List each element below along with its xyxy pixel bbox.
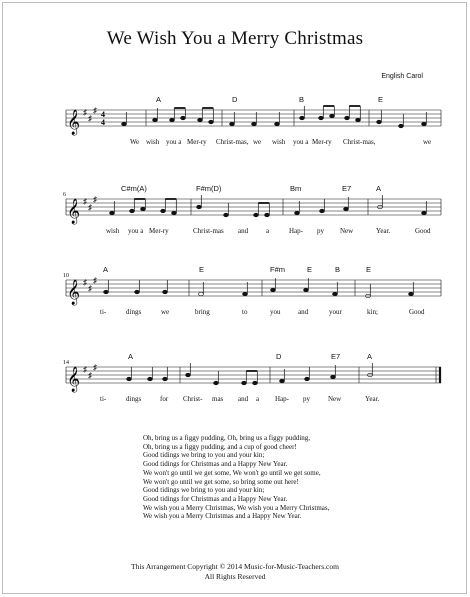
lyric-syllable: you a xyxy=(166,138,182,146)
lyric-syllable: We xyxy=(130,138,140,146)
chord-symbol: D xyxy=(232,95,238,104)
chord-symbol: F#m xyxy=(270,265,285,274)
lyric-syllable: Mer-ry xyxy=(149,227,169,235)
music-staff xyxy=(0,352,470,397)
music-staff xyxy=(0,184,470,229)
chord-symbol: E xyxy=(199,265,205,274)
lyric-syllable: Hap- xyxy=(275,395,289,403)
copyright-line: This Arrangement Copyright © 2014 Music-for-Music-Teachers.com xyxy=(131,562,339,571)
lyric-syllable: dings xyxy=(126,308,142,316)
lyric-syllable: Christ- xyxy=(183,395,203,403)
chord-symbol: E7 xyxy=(331,352,341,361)
verse-line: Good tidings for Christmas and a Happy New Year. xyxy=(143,494,288,503)
verse-line: Good tidings we bring to you and your kin; xyxy=(143,451,265,460)
chord-symbol: C#m(A) xyxy=(121,184,147,193)
lyric-syllable: Christ-mas, xyxy=(216,138,249,146)
measure-number: 6 xyxy=(63,192,66,198)
time-sig-top: 4 xyxy=(101,110,105,119)
lyric-syllable: py xyxy=(303,395,310,403)
treble-clef-icon: 𝄞 xyxy=(67,110,81,135)
lyric-syllable: Good xyxy=(409,308,425,316)
sharp-icon: ♯ xyxy=(83,365,87,374)
lyric-syllable: for xyxy=(160,395,169,403)
lyric-syllable: Mer-ry xyxy=(187,138,207,146)
treble-clef-icon: 𝄞 xyxy=(67,199,81,224)
lyric-syllable: py xyxy=(317,227,324,235)
chord-symbol: F#m(D) xyxy=(196,184,222,193)
measure-number: 10 xyxy=(63,273,69,279)
lyric-syllable: Christ-mas xyxy=(193,227,224,235)
verse-line: Oh, bring us a figgy pudding, and a cup of good cheer! xyxy=(143,442,297,451)
lyric-syllable: a xyxy=(266,227,270,235)
lyric-syllable: a xyxy=(256,395,260,403)
verse-line: We won't go until we get some, so bring some out here! xyxy=(143,477,299,486)
measure-number: 14 xyxy=(63,360,69,366)
chord-symbol: B xyxy=(335,265,341,274)
lyric-syllable: New xyxy=(328,395,342,403)
lyric-syllable: bring xyxy=(195,308,210,316)
staff-system-1 xyxy=(0,95,470,175)
sharp-icon: ♯ xyxy=(93,276,97,285)
verse-line: We wish you a Merry Christmas, We wish you a Merry Christmas, xyxy=(143,503,330,512)
lyric-syllable: Christ-mas, xyxy=(343,138,376,146)
rights-line: All Rights Reserved xyxy=(204,572,266,581)
chord-symbol: E xyxy=(366,265,372,274)
staff-system-3 xyxy=(0,265,470,345)
notes xyxy=(122,106,427,128)
sharp-icon: ♯ xyxy=(93,195,97,204)
staff-system-4 xyxy=(0,352,470,432)
notes xyxy=(127,363,373,385)
verse-line: Good tidings for Christmas and a Happy New Year. xyxy=(143,460,288,469)
lyric-syllable: and xyxy=(298,308,309,316)
chord-symbol: A xyxy=(103,265,109,274)
chord-symbol: A xyxy=(367,352,373,361)
lyric-syllable: Hap- xyxy=(289,227,303,235)
lyric-syllable: kin; xyxy=(367,308,378,316)
music-staff xyxy=(0,95,470,140)
chord-symbol: E xyxy=(378,95,384,104)
composer-credit: English Carol xyxy=(381,73,423,80)
sharp-icon: ♯ xyxy=(88,284,92,293)
treble-clef-icon: 𝄞 xyxy=(67,280,81,305)
sharp-icon: ♯ xyxy=(88,203,92,212)
song-title: We Wish You a Merry Christmas xyxy=(106,28,364,49)
verse-line: We wish you a Merry Christmas and a Happy New Year. xyxy=(143,512,302,521)
lyric-syllable: and xyxy=(238,395,249,403)
music-staff xyxy=(0,265,470,310)
notes xyxy=(110,195,427,217)
sharp-icon: ♯ xyxy=(83,278,87,287)
chord-symbol: Bm xyxy=(290,184,302,193)
lyric-syllable: we xyxy=(423,138,432,146)
chord-symbol: E xyxy=(307,265,313,274)
chord-symbol: A xyxy=(128,352,134,361)
lyric-syllable: mas xyxy=(212,395,224,403)
lyric-syllable: you a xyxy=(293,138,309,146)
sharp-icon: ♯ xyxy=(88,371,92,380)
staff-system-2 xyxy=(0,184,470,264)
lyric-syllable: Mer-ry xyxy=(312,138,332,146)
sharp-icon: ♯ xyxy=(93,363,97,372)
lyric-syllable: ti- xyxy=(100,395,107,403)
time-sig-bottom: 4 xyxy=(101,118,105,127)
verse-line: We won't go until we get some, We won't go until we get some, xyxy=(143,468,321,477)
lyric-syllable: and xyxy=(238,227,249,235)
lyric-syllable: Good xyxy=(415,227,431,235)
lyric-syllable: we xyxy=(253,138,262,146)
lyric-syllable: your xyxy=(329,308,342,316)
lyric-syllable: we xyxy=(161,308,170,316)
chord-symbol: D xyxy=(276,352,282,361)
lyric-syllable: dings xyxy=(126,395,142,403)
treble-clef-icon: 𝄞 xyxy=(67,367,81,392)
chord-symbol: B xyxy=(299,95,305,104)
lyric-syllable: wish xyxy=(106,227,120,235)
sharp-icon: ♯ xyxy=(93,106,97,115)
sharp-icon: ♯ xyxy=(83,197,87,206)
verse-line: Good tidings we bring to you and your kin; xyxy=(143,486,265,495)
lyric-syllable: you xyxy=(270,308,281,316)
lyric-syllable: Year. xyxy=(365,395,380,403)
lyric-syllable: to xyxy=(242,308,248,316)
sharp-icon: ♯ xyxy=(88,114,92,123)
verse-line: Oh, bring us a figgy pudding, Oh, bring us a figgy pudding, xyxy=(143,434,311,442)
lyric-syllable: wish xyxy=(272,138,286,146)
chord-symbol: A xyxy=(156,95,162,104)
lyric-syllable: wish xyxy=(146,138,160,146)
verse-text xyxy=(143,434,329,521)
lyric-syllable: you a xyxy=(128,227,144,235)
chord-symbol: E7 xyxy=(342,184,352,193)
lyric-syllable: ti- xyxy=(100,308,107,316)
sharp-icon: ♯ xyxy=(83,108,87,117)
lyric-syllable: Year. xyxy=(376,227,391,235)
chord-symbol: A xyxy=(376,184,382,193)
lyric-syllable: New xyxy=(340,227,354,235)
